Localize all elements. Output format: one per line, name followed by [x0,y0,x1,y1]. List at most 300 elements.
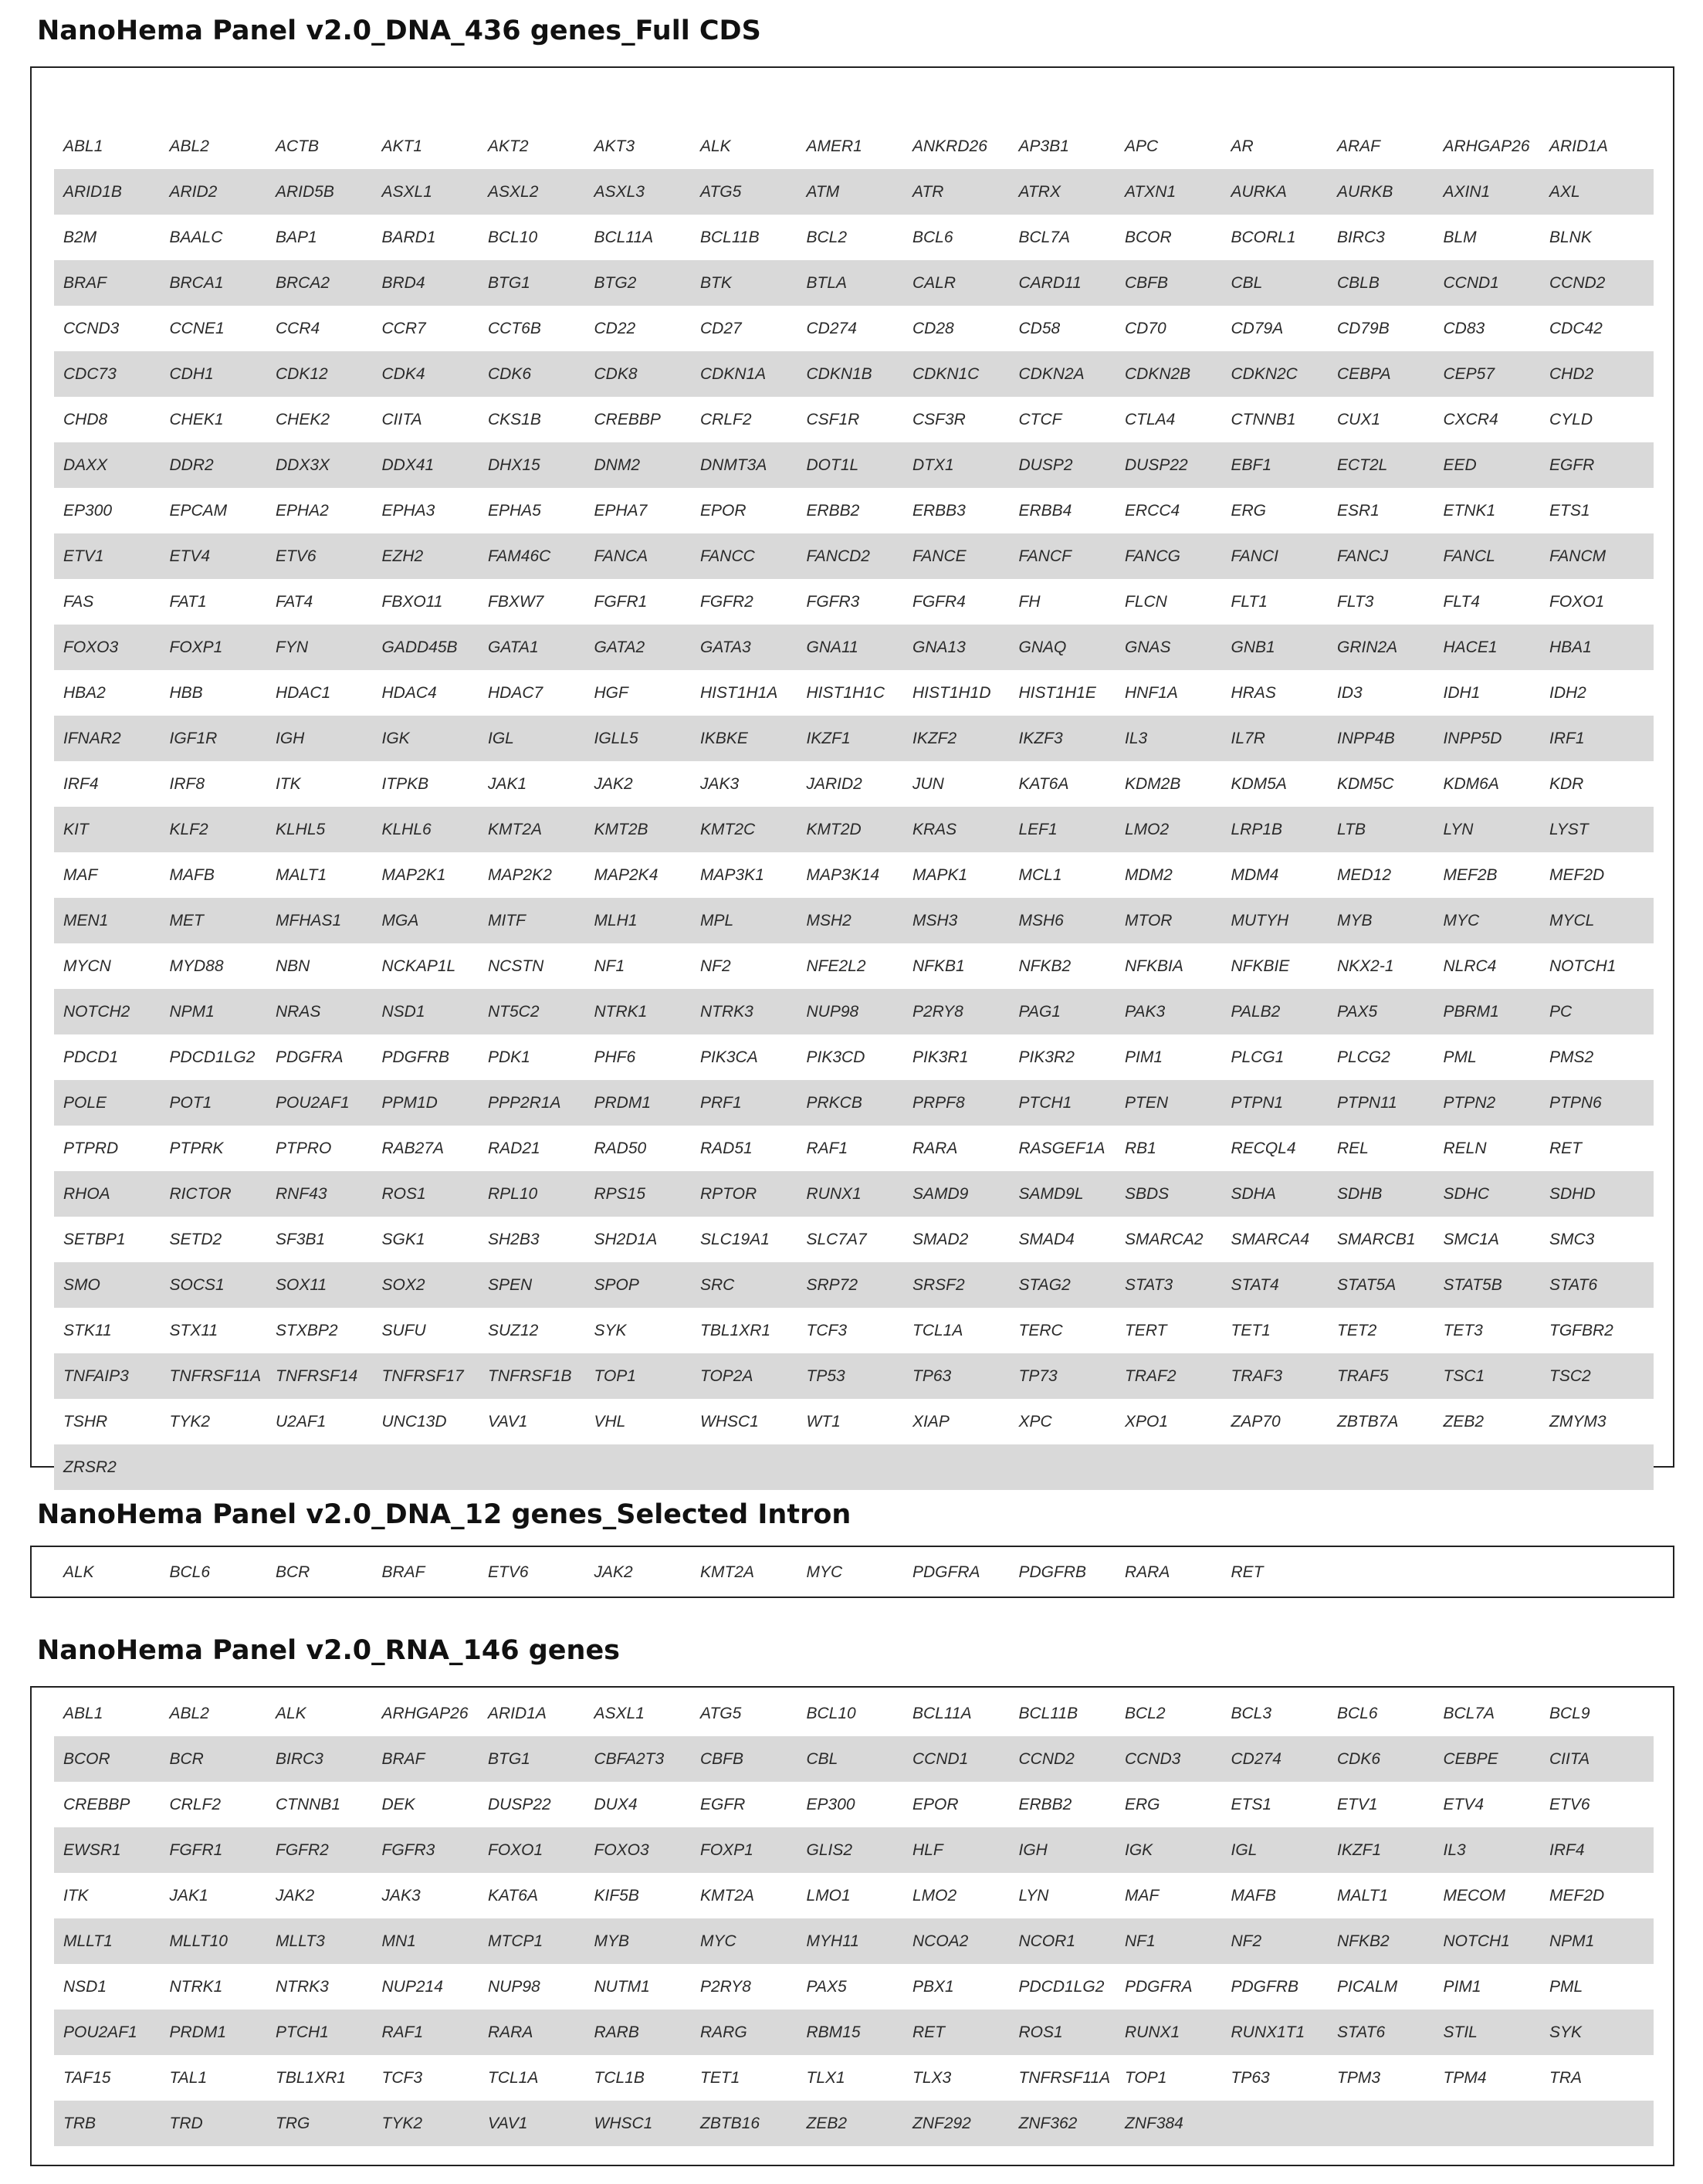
gene-cell: FAS [63,592,94,611]
gene-cell: CDC42 [1549,319,1603,337]
gene-cell: RAD50 [594,1139,647,1157]
gene-cell: ERCC4 [1125,501,1180,520]
gene-cell: ATG5 [700,182,742,201]
gene-cell: IRF4 [63,774,99,793]
gene-cell: ATRX [1018,182,1061,201]
gene-cell: TRD [169,2114,203,2132]
gene-cell: JAK3 [381,1886,421,1905]
gene-cell: PIK3R2 [1018,1048,1075,1066]
gene-cell: MAP2K1 [381,865,446,884]
gene-cell: LYST [1549,820,1589,838]
gene-cell: CEBPE [1443,1749,1498,1768]
gene-row [54,1308,1654,1353]
gene-cell: PTEN [1125,1093,1169,1112]
gene-cell: RECQL4 [1231,1139,1296,1157]
gene-cell: IL7R [1231,729,1265,747]
gene-cell: TBL1XR1 [700,1321,771,1339]
gene-cell: SLC19A1 [700,1230,770,1248]
gene-cell: PRDM1 [169,2023,227,2041]
gene-cell: IKBKE [700,729,748,747]
gene-cell: BIRC3 [1337,228,1385,246]
gene-cell: JAK1 [488,774,527,793]
gene-cell: RB1 [1125,1139,1156,1157]
gene-cell: KIF5B [594,1886,639,1905]
gene-cell: CD79B [1337,319,1390,337]
gene-cell: FOXO1 [488,1840,543,1859]
gene-cell: CTNNB1 [1231,410,1296,428]
gene-cell: IGF1R [169,729,218,747]
gene-cell: ID3 [1337,683,1363,702]
gene-cell: TRA [1549,2068,1582,2087]
gene-cell: SDHB [1337,1184,1383,1203]
gene-cell: CDK8 [594,364,638,383]
gene-cell: ZBTB16 [700,2114,760,2132]
gene-cell: DNMT3A [700,455,767,474]
gene-cell: ANKRD26 [912,137,987,155]
gene-cell: VAV1 [488,1412,528,1431]
gene-cell: LMO1 [806,1886,851,1905]
gene-row [54,533,1654,579]
gene-cell: ETV1 [63,547,104,565]
gene-cell: RARA [912,1139,958,1157]
gene-cell: MYC [700,1932,736,1950]
gene-cell: NCOA2 [912,1932,969,1950]
gene-cell: SLC7A7 [806,1230,867,1248]
gene-cell: SRSF2 [912,1275,965,1294]
gene-cell: BCL11B [700,228,760,246]
gene-cell: DUX4 [594,1795,638,1813]
gene-cell: MYH11 [806,1932,859,1950]
gene-cell: SRP72 [806,1275,858,1294]
gene-cell: POU2AF1 [276,1093,350,1112]
gene-cell: ASXL1 [594,1704,645,1722]
gene-cell: IGK [1125,1840,1153,1859]
gene-cell: JAK3 [700,774,740,793]
gene-cell: JUN [912,774,944,793]
gene-row [54,1262,1654,1308]
gene-cell: TCL1A [488,2068,539,2087]
gene-cell: PTPRD [63,1139,119,1157]
gene-cell: MECOM [1443,1886,1505,1905]
gene-cell: BTLA [806,273,848,292]
gene-cell: BCL6 [169,1563,211,1581]
gene-cell: CREBBP [63,1795,130,1813]
gene-cell: IGK [381,729,410,747]
gene-row [54,1782,1654,1827]
gene-row [54,2101,1654,2146]
gene-cell: TGFBR2 [1549,1321,1613,1339]
gene-cell: SDHA [1231,1184,1276,1203]
gene-row [54,579,1654,625]
gene-cell: SMC3 [1549,1230,1595,1248]
gene-cell: PAX5 [806,1977,847,1996]
gene-cell: BRAF [381,1749,425,1768]
gene-row [54,442,1654,488]
gene-cell: ESR1 [1337,501,1380,520]
gene-cell: MALT1 [1337,1886,1389,1905]
gene-cell: FAT4 [276,592,313,611]
gene-cell: STAT3 [1125,1275,1173,1294]
gene-cell: RET [1549,1139,1582,1157]
gene-cell: B2M [63,228,97,246]
gene-cell: TOP1 [594,1366,636,1385]
gene-cell: MUTYH [1231,911,1289,929]
gene-cell: CD28 [912,319,954,337]
gene-cell: LYN [1018,1886,1049,1905]
gene-cell: JAK2 [594,774,633,793]
gene-cell: BCL7A [1018,228,1071,246]
gene-cell: ITK [63,1886,89,1905]
gene-cell: KDM5A [1231,774,1287,793]
gene-row [54,1080,1654,1126]
gene-cell: HBA2 [63,683,106,702]
gene-cell: INPP4B [1337,729,1395,747]
gene-cell: AMER1 [806,137,862,155]
gene-cell: DDR2 [169,455,214,474]
gene-cell: TCL1B [594,2068,645,2087]
gene-cell: IDH1 [1443,683,1481,702]
gene-cell: KMT2C [700,820,756,838]
gene-row [54,1964,1654,2010]
gene-cell: LRP1B [1231,820,1283,838]
gene-cell: REL [1337,1139,1369,1157]
gene-cell: JAK2 [276,1886,315,1905]
gene-row [54,1034,1654,1080]
gene-cell: ERBB3 [912,501,966,520]
gene-cell: PDGFRA [912,1563,980,1581]
gene-row [54,1736,1654,1782]
gene-cell: SMAD4 [1018,1230,1075,1248]
gene-cell: FOXP1 [700,1840,753,1859]
gene-cell: PTPN2 [1443,1093,1496,1112]
gene-cell: TNFRSF11A [169,1366,262,1385]
gene-cell: IRF1 [1549,729,1585,747]
gene-cell: MYB [1337,911,1373,929]
gene-cell: FANCC [700,547,755,565]
gene-cell: SDHC [1443,1184,1490,1203]
gene-cell: TYK2 [169,1412,211,1431]
gene-cell: CKS1B [488,410,541,428]
gene-cell: IKZF2 [912,729,957,747]
gene-cell: PDGFRA [276,1048,344,1066]
gene-cell: FGFR2 [276,1840,329,1859]
gene-cell: PRDM1 [594,1093,652,1112]
gene-cell: EPHA3 [381,501,435,520]
gene-cell: BCL9 [1549,1704,1590,1722]
gene-cell: PTPRK [169,1139,224,1157]
gene-cell: CCND3 [1125,1749,1181,1768]
gene-cell: NF2 [700,957,731,975]
gene-cell: PML [1443,1048,1477,1066]
gene-cell: STAG2 [1018,1275,1071,1294]
gene-cell: NFKB2 [1337,1932,1390,1950]
gene-cell: HACE1 [1443,638,1498,656]
gene-cell: HNF1A [1125,683,1178,702]
gene-cell: ABL1 [63,1704,103,1722]
gene-cell: TET1 [700,2068,740,2087]
gene-cell: ECT2L [1337,455,1388,474]
gene-row [54,1444,1654,1490]
gene-cell: HBA1 [1549,638,1592,656]
gene-cell: ROS1 [1018,2023,1063,2041]
gene-cell: IL3 [1125,729,1148,747]
gene-cell: CIITA [1549,1749,1590,1768]
gene-cell: AKT3 [594,137,635,155]
gene-cell: TP63 [1231,2068,1270,2087]
gene-cell: SOX11 [276,1275,327,1294]
gene-cell: SOX2 [381,1275,425,1294]
gene-cell: PBX1 [912,1977,954,1996]
gene-cell: CRLF2 [700,410,752,428]
gene-cell: BTG1 [488,273,530,292]
gene-cell: MYC [806,1563,843,1581]
gene-cell: ALK [700,137,731,155]
gene-cell: ACTB [276,137,320,155]
gene-cell: TET3 [1443,1321,1483,1339]
gene-cell: TPM4 [1443,2068,1487,2087]
gene-cell: FANCF [1018,547,1072,565]
gene-cell: ASXL3 [594,182,645,201]
gene-cell: PIK3R1 [912,1048,969,1066]
gene-cell: HDAC4 [381,683,437,702]
gene-cell: CEP57 [1443,364,1495,383]
gene-cell: ZMYM3 [1549,1412,1607,1431]
gene-cell: NFE2L2 [806,957,866,975]
gene-cell: RNF43 [276,1184,327,1203]
gene-row [54,898,1654,943]
gene-cell: BRCA2 [276,273,330,292]
gene-cell: IRF8 [169,774,205,793]
gene-cell: MPL [700,911,734,929]
gene-cell: FGFR3 [381,1840,435,1859]
gene-cell: ASXL2 [488,182,539,201]
gene-cell: SPEN [488,1275,533,1294]
gene-cell: HLF [912,1840,943,1859]
gene-cell: NUP98 [806,1002,859,1021]
gene-cell: EP300 [63,501,113,520]
gene-cell: ERG [1125,1795,1160,1813]
gene-cell: MAP3K1 [700,865,764,884]
gene-cell: TPM3 [1337,2068,1381,2087]
gene-cell: MDM4 [1231,865,1279,884]
gene-cell: KMT2D [806,820,862,838]
gene-cell: NCKAP1L [381,957,456,975]
gene-cell: EWSR1 [63,1840,121,1859]
gene-cell: TAF15 [63,2068,111,2087]
gene-cell: PAX5 [1337,1002,1378,1021]
gene-cell: CBL [806,1749,838,1768]
gene-cell: IRF4 [1549,1840,1585,1859]
gene-cell: ZRSR2 [63,1458,117,1476]
gene-cell: MAFB [1231,1886,1276,1905]
gene-cell: RUNX1 [806,1184,862,1203]
gene-cell: DUSP2 [1018,455,1073,474]
gene-cell: LEF1 [1018,820,1058,838]
gene-cell: BAP1 [276,228,317,246]
gene-cell: EPHA2 [276,501,329,520]
gene-cell: RPL10 [488,1184,538,1203]
gene-cell: TERT [1125,1321,1167,1339]
gene-cell: BCL2 [806,228,848,246]
gene-cell: KDM5C [1337,774,1394,793]
gene-cell: IGLL5 [594,729,638,747]
gene-cell: ZNF292 [912,2114,971,2132]
gene-cell: SYK [594,1321,627,1339]
section-title-dna-selected-intron: NanoHema Panel v2.0_DNA_12 genes_Selected Intron [37,1499,852,1530]
gene-cell: MYB [594,1932,630,1950]
gene-cell: PIM1 [1443,1977,1481,1996]
gene-cell: CDK6 [1337,1749,1381,1768]
gene-cell: TCF3 [381,2068,422,2087]
gene-cell: CBFB [700,1749,744,1768]
gene-cell: BIRC3 [276,1749,323,1768]
gene-cell: FAM46C [488,547,551,565]
gene-cell: MTOR [1125,911,1173,929]
gene-cell: MAF [63,865,98,884]
gene-cell: TNFRSF11A [1018,2068,1111,2087]
gene-cell: ALK [63,1563,94,1581]
gene-cell: NFKB1 [912,957,965,975]
gene-cell: MYCL [1549,911,1595,929]
gene-cell: KLHL5 [276,820,326,838]
gene-row [54,1171,1654,1217]
gene-cell: TAL1 [169,2068,208,2087]
gene-cell: ARHGAP26 [1443,137,1530,155]
gene-cell: GNAQ [1018,638,1067,656]
gene-cell: PHF6 [594,1048,636,1066]
gene-cell: BLM [1443,228,1477,246]
gene-cell: STXBP2 [276,1321,338,1339]
gene-cell: IL3 [1443,1840,1466,1859]
gene-row [54,989,1654,1034]
gene-cell: CSF3R [912,410,966,428]
gene-cell: EPOR [700,501,747,520]
gene-cell: DUSP22 [488,1795,551,1813]
gene-cell: CD27 [700,319,742,337]
gene-cell: STAT4 [1231,1275,1279,1294]
gene-row [54,397,1654,442]
gene-cell: RAF1 [381,2023,424,2041]
gene-cell: PDGFRA [1125,1977,1193,1996]
gene-cell: CCND1 [912,1749,969,1768]
gene-cell: FLT4 [1443,592,1480,611]
gene-cell: HIST1H1C [806,683,885,702]
gene-cell: TLX1 [806,2068,845,2087]
gene-cell: GRIN2A [1337,638,1398,656]
gene-cell: NF1 [594,957,625,975]
gene-cell: BCL10 [488,228,538,246]
gene-cell: PALB2 [1231,1002,1281,1021]
gene-cell: MAF [1125,1886,1160,1905]
gene-cell: HBB [169,683,203,702]
gene-cell: PDGFRB [1018,1563,1087,1581]
gene-cell: PTPN11 [1337,1093,1397,1112]
gene-cell: EED [1443,455,1477,474]
gene-cell: RARG [700,2023,747,2041]
gene-cell: AKT2 [488,137,529,155]
gene-cell: ZEB2 [806,2114,848,2132]
gene-cell: CCND2 [1018,1749,1075,1768]
gene-cell: BRCA1 [169,273,224,292]
gene-cell: NTRK3 [700,1002,753,1021]
gene-cell: MAPK1 [912,865,968,884]
gene-cell: RICTOR [169,1184,232,1203]
gene-cell: EPHA7 [594,501,648,520]
gene-cell: NUP98 [488,1977,540,1996]
gene-cell: TP53 [806,1366,845,1385]
gene-cell: ATR [912,182,944,201]
gene-cell: KAT6A [1018,774,1069,793]
gene-row [54,625,1654,670]
gene-cell: BRD4 [381,273,425,292]
gene-cell: VAV1 [488,2114,528,2132]
gene-cell: TNFRSF17 [381,1366,464,1385]
gene-cell: ARID1A [488,1704,547,1722]
gene-cell: JARID2 [806,774,862,793]
gene-cell: TCF3 [806,1321,847,1339]
gene-cell: SETD2 [169,1230,222,1248]
gene-cell: FBXW7 [488,592,544,611]
gene-cell: PPM1D [381,1093,438,1112]
gene-cell: NUP214 [381,1977,443,1996]
gene-cell: CCR7 [381,319,426,337]
gene-row [54,1399,1654,1444]
gene-cell: MAP3K14 [806,865,880,884]
gene-cell: SUFU [381,1321,426,1339]
gene-cell: ITK [276,774,301,793]
gene-cell: POT1 [169,1093,212,1112]
gene-cell: RASGEF1A [1018,1139,1105,1157]
gene-cell: FLT1 [1231,592,1268,611]
gene-cell: GNB1 [1231,638,1275,656]
gene-cell: CDK6 [488,364,532,383]
gene-cell: CDKN1B [806,364,872,383]
gene-cell: ETNK1 [1443,501,1496,520]
gene-cell: SUZ12 [488,1321,539,1339]
gene-row [54,351,1654,397]
gene-cell: POU2AF1 [63,2023,137,2041]
gene-cell: KDM6A [1443,774,1499,793]
gene-cell: FOXO3 [63,638,119,656]
gene-cell: NFKBIE [1231,957,1290,975]
gene-cell: MAFB [169,865,215,884]
gene-cell: EBF1 [1231,455,1272,474]
gene-cell: NTRK1 [594,1002,648,1021]
gene-cell: SGK1 [381,1230,425,1248]
gene-cell: ATG5 [700,1704,742,1722]
gene-panel-dna-full-cds [30,66,1674,1476]
gene-cell: CD70 [1125,319,1166,337]
gene-cell: CDH1 [169,364,214,383]
gene-cell: IFNAR2 [63,729,121,747]
gene-cell: CDKN1A [700,364,767,383]
gene-cell: NFKB2 [1018,957,1072,975]
gene-cell: DDX3X [276,455,330,474]
gene-cell: NCSTN [488,957,544,975]
gene-cell: CBL [1231,273,1263,292]
gene-row [54,124,1654,169]
gene-row [54,670,1654,716]
gene-cell: GNA11 [806,638,858,656]
gene-cell: NOTCH1 [1549,957,1617,975]
gene-row [54,761,1654,807]
gene-cell: BCL10 [806,1704,856,1722]
gene-cell: TRB [63,2114,96,2132]
gene-cell: KIT [63,820,89,838]
gene-cell: DEK [381,1795,415,1813]
gene-cell: EPOR [912,1795,959,1813]
gene-cell: NOTCH2 [63,1002,130,1021]
